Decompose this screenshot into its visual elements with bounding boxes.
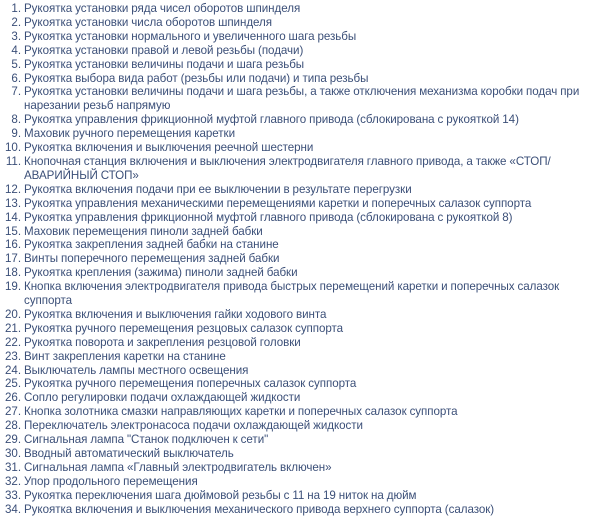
list-item-number: 31. — [5, 460, 21, 474]
list-item — [0, 433, 600, 447]
list-item — [0, 503, 600, 517]
list-item-text: Рукоятка включения и выключения гайки ходового винта — [24, 307, 327, 321]
list-item — [0, 350, 600, 364]
list-item-number: 11. — [5, 154, 21, 168]
list-item-number: 13. — [5, 196, 21, 210]
list-item-number: 10. — [5, 141, 21, 155]
list-item-number: 7. — [11, 85, 21, 99]
list-item-text: Упор продольного перемещения — [24, 474, 198, 488]
list-item-number: 2. — [11, 15, 21, 29]
list-item-number: 26. — [5, 391, 21, 405]
list-item-text: Рукоятка поворота и закрепления резцовой головки — [24, 335, 301, 349]
list-item-text: Рукоятка установки величины подачи и шага резьбы, а также отключения механизма коробки подач при нарезании резьб напрямую — [24, 85, 580, 113]
list-item-text: Винты поперечного перемещения задней бабки — [24, 252, 280, 266]
list-item-text: Рукоятка ручного перемещения поперечных салазок суппорта — [24, 377, 357, 391]
list-item-text: Рукоятка выбора вида работ (резьбы или подачи) и типа резьбы — [24, 71, 369, 85]
list-item-text: Сопло регулировки подачи охлаждающей жидкости — [24, 391, 301, 405]
list-item-text: Выключатель лампы местного освещения — [24, 363, 249, 377]
list-item-number: 12. — [5, 182, 21, 196]
list-item — [0, 127, 600, 141]
list-item — [0, 405, 600, 419]
list-item-number: 14. — [5, 210, 21, 224]
list-item-number: 25. — [5, 377, 21, 391]
list-item — [0, 322, 600, 336]
list-item — [0, 85, 600, 113]
list-item-text: Рукоятка управления фрикционной муфтой главного привода (сблокирована с рукояткой 14) — [24, 113, 519, 127]
list-item-text: Сигнальная лампа «Главный электродвигатель включен» — [24, 460, 332, 474]
list-item-number: 33. — [5, 488, 21, 502]
list-item-text: Рукоятка установки ряда чисел оборотов шпинделя — [24, 2, 301, 15]
list-item-number: 16. — [5, 238, 21, 252]
list-item-number: 29. — [5, 433, 21, 447]
list-item — [0, 225, 600, 239]
list-item-number: 34. — [5, 502, 21, 516]
list-item-number: 6. — [11, 71, 21, 85]
list-item-number: 5. — [11, 57, 21, 71]
list-item-number: 8. — [11, 113, 21, 127]
list-item-number: 23. — [5, 349, 21, 363]
list-item-number: 32. — [5, 474, 21, 488]
list-item-text: Рукоятка установки правой и левой резьбы (подачи) — [24, 43, 304, 57]
list-item — [0, 183, 600, 197]
list-item — [0, 336, 600, 350]
list-item-text: Кнопка золотника смазки направляющих каретки и поперечных салазок суппорта — [24, 405, 458, 419]
list-item — [0, 2, 600, 16]
list-item-text: Переключатель электронасоса подачи охлаждающей жидкости — [24, 419, 363, 433]
list-item-number: 19. — [5, 280, 21, 294]
list-item — [0, 447, 600, 461]
list-item-number: 15. — [5, 224, 21, 238]
list-item — [0, 44, 600, 58]
list-item-text: Рукоятка крепления (зажима) пиноли задней бабки — [24, 266, 298, 280]
list-item — [0, 72, 600, 86]
list-item-text: Рукоятка управления механическими перемещениями каретки и поперечных салазок суппорта — [24, 196, 532, 210]
list-item — [0, 461, 600, 475]
list-item — [0, 16, 600, 30]
list-item-number: 9. — [11, 127, 21, 141]
list-item — [0, 238, 600, 252]
list-item — [0, 377, 600, 391]
list-item-number: 30. — [5, 447, 21, 460]
list-item-number: 1. — [11, 2, 21, 15]
list-item-text: Рукоятка ручного перемещения резцовых салазок суппорта — [24, 321, 344, 335]
list-item-text: Рукоятка закрепления задней бабки на станине — [24, 238, 279, 252]
list-item-text: Рукоятка установки величины подачи и шага резьбы — [24, 57, 305, 71]
list-item-number: 17. — [5, 252, 21, 266]
list-item-text: Рукоятка включения и выключения механического привода верхнего суппорта (салазок) — [24, 502, 495, 516]
list-item — [0, 113, 600, 127]
list-item — [0, 475, 600, 489]
list-item — [0, 364, 600, 378]
list-item-text: Кнопочная станция включения и выключения электродвигателя главного привода, а также «СТОП/АВАРИЙНЫЙ СТОП» — [24, 154, 551, 182]
list-item-number: 24. — [5, 363, 21, 377]
list-item-number: 18. — [5, 266, 21, 280]
list-item-text: Винт закрепления каретки на станине — [24, 349, 226, 363]
list-item — [0, 489, 600, 503]
list-item — [0, 58, 600, 72]
list-item — [0, 308, 600, 322]
list-item — [0, 155, 600, 183]
list-item-text: Рукоятка включения подачи при ее выключении в результате перегрузки — [24, 182, 412, 196]
list-item — [0, 419, 600, 433]
list-item-number: 21. — [5, 321, 21, 335]
list-item — [0, 211, 600, 225]
list-item — [0, 30, 600, 44]
list-item-number: 22. — [5, 335, 21, 349]
list-item — [0, 391, 600, 405]
list-item-text: Рукоятка включения и выключения реечной шестерни — [24, 141, 314, 155]
list-item-text: Рукоятка установки нормального и увеличенного шага резьбы — [24, 29, 357, 43]
list-item-text: Рукоятка управления фрикционной муфтой главного привода (сблокирована с рукояткой 8) — [24, 210, 513, 224]
list-item-text: Рукоятка переключения шага дюймовой резьбы с 11 на 19 ниток на дюйм — [24, 488, 417, 502]
list-item — [0, 197, 600, 211]
list-item — [0, 141, 600, 155]
list-item-text: Маховик ручного перемещения каретки — [24, 127, 235, 141]
list-item-number: 28. — [5, 419, 21, 433]
list-item-text: Кнопка включения электродвигателя привода быстрых перемещений каретки и поперечных салазок суппорта — [24, 280, 560, 308]
list-item-number: 4. — [11, 43, 21, 57]
list-item-text: Рукоятка установки числа оборотов шпинделя — [24, 15, 272, 29]
list-item — [0, 266, 600, 280]
list-item-number: 27. — [5, 405, 21, 419]
list-item-number: 3. — [11, 29, 21, 43]
list-item — [0, 280, 600, 308]
list-item-text: Маховик перемещения пиноли задней бабки — [24, 224, 263, 238]
list-item-text: Сигнальная лампа "Станок подключен к сети" — [24, 433, 269, 447]
list-item-text: Вводный автоматический выключатель — [24, 447, 234, 460]
list-item-number: 20. — [5, 307, 21, 321]
list-item — [0, 252, 600, 266]
